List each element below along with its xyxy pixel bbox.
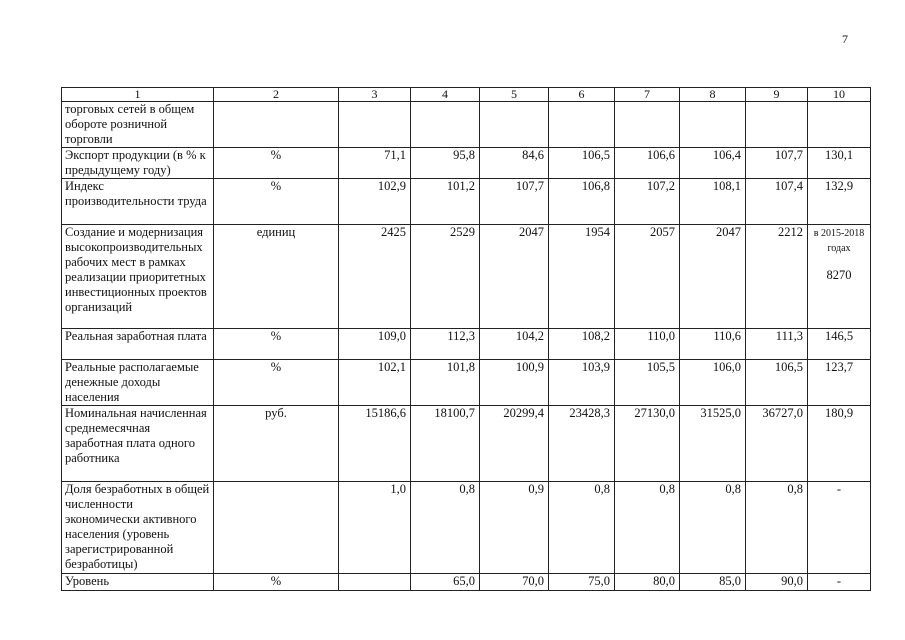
value-cell: 101,2 <box>411 179 480 225</box>
row-label: Создание и модернизация высокопроизводительных рабочих мест в рамках реализации приоритетных инвестиционных проектов организаций <box>62 225 214 329</box>
value-cell: 108,1 <box>680 179 746 225</box>
value-cell: 104,2 <box>480 329 549 360</box>
value-cell <box>746 102 808 148</box>
value-cell: 65,0 <box>411 574 480 591</box>
value-cell: 1954 <box>549 225 615 329</box>
value-cell: 109,0 <box>339 329 411 360</box>
total-cell: 130,1 <box>808 148 871 179</box>
value-cell <box>615 102 680 148</box>
row-unit: % <box>214 360 339 406</box>
table-row <box>62 102 871 148</box>
value-cell: 0,8 <box>549 482 615 574</box>
value-cell <box>339 574 411 591</box>
value-cell: 36727,0 <box>746 406 808 482</box>
value-cell: 105,5 <box>615 360 680 406</box>
value-cell: 18100,7 <box>411 406 480 482</box>
total-cell: - <box>808 574 871 591</box>
table-row <box>62 574 871 591</box>
value-cell: 102,9 <box>339 179 411 225</box>
row-label: Уровень <box>62 574 214 591</box>
header-cell: 5 <box>480 88 549 102</box>
table-row <box>62 225 871 329</box>
value-cell: 107,4 <box>746 179 808 225</box>
value-cell: 106,5 <box>549 148 615 179</box>
value-cell: 106,0 <box>680 360 746 406</box>
value-cell: 106,5 <box>746 360 808 406</box>
value-cell: 102,1 <box>339 360 411 406</box>
value-cell: 101,8 <box>411 360 480 406</box>
table-row <box>62 360 871 406</box>
value-cell: 15186,6 <box>339 406 411 482</box>
value-cell: 23428,3 <box>549 406 615 482</box>
value-cell: 112,3 <box>411 329 480 360</box>
row-unit: руб. <box>214 406 339 482</box>
value-cell: 106,6 <box>615 148 680 179</box>
header-row <box>62 88 871 102</box>
value-cell: 0,8 <box>615 482 680 574</box>
row-unit: % <box>214 179 339 225</box>
value-cell: 2057 <box>615 225 680 329</box>
total-cell <box>808 225 871 329</box>
table-row <box>62 329 871 360</box>
row-unit <box>214 102 339 148</box>
table-row <box>62 406 871 482</box>
row-unit: единиц <box>214 225 339 329</box>
value-cell: 2529 <box>411 225 480 329</box>
value-cell <box>549 102 615 148</box>
table-row <box>62 179 871 225</box>
value-cell: 106,8 <box>549 179 615 225</box>
value-cell <box>680 102 746 148</box>
header-cell: 6 <box>549 88 615 102</box>
header-cell: 8 <box>680 88 746 102</box>
period-total: 8270 <box>826 268 852 282</box>
row-unit: % <box>214 574 339 591</box>
value-cell: 107,2 <box>615 179 680 225</box>
value-cell: 95,8 <box>411 148 480 179</box>
total-cell <box>808 102 871 148</box>
row-label: Реальные располагаемые денежные доходы населения <box>62 360 214 406</box>
value-cell: 0,8 <box>680 482 746 574</box>
value-cell: 0,9 <box>480 482 549 574</box>
row-unit <box>214 482 339 574</box>
row-label: торговых сетей в общем обороте розничной торговли <box>62 102 214 148</box>
value-cell: 90,0 <box>746 574 808 591</box>
row-unit: % <box>214 329 339 360</box>
value-cell: 107,7 <box>746 148 808 179</box>
value-cell: 2047 <box>680 225 746 329</box>
total-cell: 123,7 <box>808 360 871 406</box>
value-cell: 31525,0 <box>680 406 746 482</box>
value-cell: 110,6 <box>680 329 746 360</box>
value-cell: 107,7 <box>480 179 549 225</box>
value-cell <box>480 102 549 148</box>
value-cell: 0,8 <box>411 482 480 574</box>
value-cell <box>411 102 480 148</box>
value-cell: 0,8 <box>746 482 808 574</box>
row-label: Индекс производительности труда <box>62 179 214 225</box>
header-cell: 10 <box>808 88 871 102</box>
value-cell: 1,0 <box>339 482 411 574</box>
total-cell: 146,5 <box>808 329 871 360</box>
value-cell: 70,0 <box>480 574 549 591</box>
total-cell: - <box>808 482 871 574</box>
row-label: Номинальная начисленная среднемесячная заработная плата одного работника <box>62 406 214 482</box>
header-cell: 2 <box>214 88 339 102</box>
row-label: Экспорт продукции (в % к предыдущему году) <box>62 148 214 179</box>
header-cell: 7 <box>615 88 680 102</box>
value-cell: 20299,4 <box>480 406 549 482</box>
row-label: Доля безработных в общей численности экономически активного населения (уровень зарегистрированной безработицы) <box>62 482 214 574</box>
value-cell: 108,2 <box>549 329 615 360</box>
value-cell: 75,0 <box>549 574 615 591</box>
value-cell: 111,3 <box>746 329 808 360</box>
row-unit: % <box>214 148 339 179</box>
value-cell: 100,9 <box>480 360 549 406</box>
header-cell: 1 <box>62 88 214 102</box>
header-cell: 4 <box>411 88 480 102</box>
header-cell: 3 <box>339 88 411 102</box>
row-label: Реальная заработная плата <box>62 329 214 360</box>
period-note: в 2015-2018 годах <box>813 228 865 254</box>
value-cell: 2425 <box>339 225 411 329</box>
value-cell: 2212 <box>746 225 808 329</box>
table-row <box>62 482 871 574</box>
total-cell: 180,9 <box>808 406 871 482</box>
value-cell: 103,9 <box>549 360 615 406</box>
value-cell: 110,0 <box>615 329 680 360</box>
value-cell: 27130,0 <box>615 406 680 482</box>
page-number: 7 <box>842 32 848 46</box>
table-row <box>62 148 871 179</box>
value-cell: 106,4 <box>680 148 746 179</box>
value-cell <box>339 102 411 148</box>
indicators-table <box>61 87 871 591</box>
value-cell: 84,6 <box>480 148 549 179</box>
value-cell: 80,0 <box>615 574 680 591</box>
value-cell: 85,0 <box>680 574 746 591</box>
header-cell: 9 <box>746 88 808 102</box>
total-cell: 132,9 <box>808 179 871 225</box>
value-cell: 2047 <box>480 225 549 329</box>
value-cell: 71,1 <box>339 148 411 179</box>
